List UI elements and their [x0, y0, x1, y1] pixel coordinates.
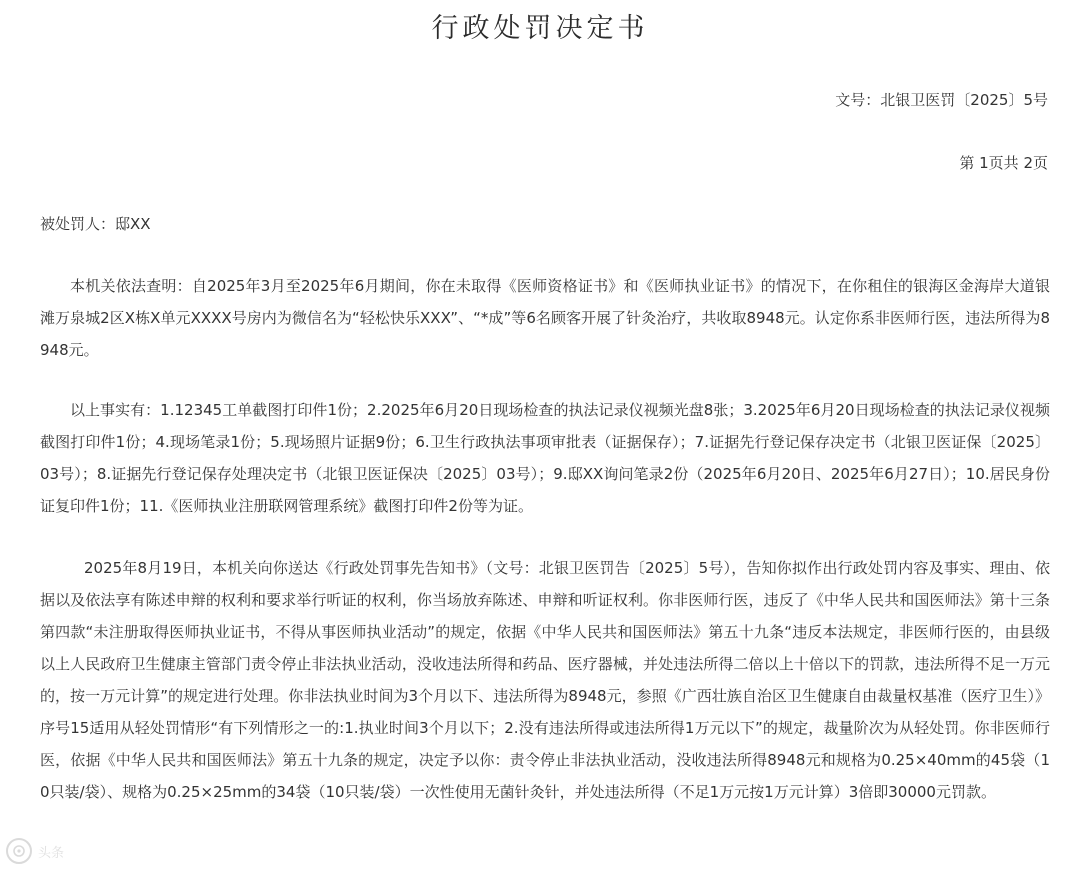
evidence-paragraph: 以上事实有：1.12345工单截图打印件1份；2.2025年6月20日现场检查的执法记录仪视频光盘8张；3.2025年6月20日现场检查的执法记录仪视频截图打印件1份；4.现场笔录1份；5.现场照片证据9份；6.卫生行政执法事项审批表（证据保存）；7.证据先行登记保存决定书（北银卫医证保〔2025〕03号）；8.证据先行登记保存处理决定书（北银卫医证保决〔2025〕03号）；9.邸XX询问笔录2份（2025年6月20日、2025年6月27日）；10.居民身份证复印件1份；11.《医师执业注册联网管理系统》截图打印件2份等为证。 [40, 401, 1050, 515]
decision-paragraph: 2025年8月19日，本机关向你送达《行政处罚事先告知书》（文号：北银卫医罚告〔2025〕5号），告知你拟作出行政处罚内容及事实、理由、依据以及依法享有陈述申辩的权利和要求举行听证的权利，你当场放弃陈述、申辩和听证权利。你非医师行医，违反了《中华人民共和国医师法》第十三条 第四款“未注册取得医师执业证书，不得从事医师执业活动”的规定，依据《中华人民共和国医师法》第五十九条“违反本法规定，非医师行医的，由县级以上人民政府卫生健康主管部门责令停止非法执业活动，没收违法所得和药品、医疗器械，并处违法所得二倍以上十倍以下的罚款，违法所得不足一万元的，按一万元计算”的规定进行处理。你非法执业时间为3个月以下、违法所得为8948元，参照《广西壮族自治区卫生健康自由裁量权基准（医疗卫生）》序号15适用从轻处罚情形“有下列情形之一的:1.执业时间3个月以下；2.没有违法所得或违法所得1万元以下”的规定，裁量阶次为从轻处罚。你非医师行医，依据《中华人民共和国医师法》第五十九条的规定，决定予以你：责令停止非法执业活动，没收违法所得8948元和规格为0.25×40mm的45袋（10只装/袋）、规格为0.25×25mm的34袋（10只装/袋）一次性使用无菌针灸针，并处违法所得（不足1万元按1万元计算）3倍即30000元罚款。 [40, 559, 1050, 801]
document-number: 文号：北银卫医罚〔2025〕5号 [835, 91, 1048, 109]
page-indicator: 第 1页共 2页 [959, 154, 1048, 172]
watermark [6, 838, 64, 864]
document-title: 行政处罚决定书 [431, 13, 649, 44]
watermark-text: 头条 [38, 845, 65, 861]
penalized-party: 被处罚人：邸XX [40, 215, 151, 233]
facts-paragraph: 本机关依法查明：自2025年3月至2025年6月期间，你在未取得《医师资格证书》和《医师执业证书》的情况下，在你租住的银海区金海岸大道银滩万泉城2区X栋X单元XXXX号房内为微信名为“轻松快乐XXX”、“*成”等6名顾客开展了针灸治疗，共收取8948元。认定你系非医师行医，违法所得为8948元。 [40, 277, 1050, 359]
watermark-logo-icon [6, 838, 32, 864]
